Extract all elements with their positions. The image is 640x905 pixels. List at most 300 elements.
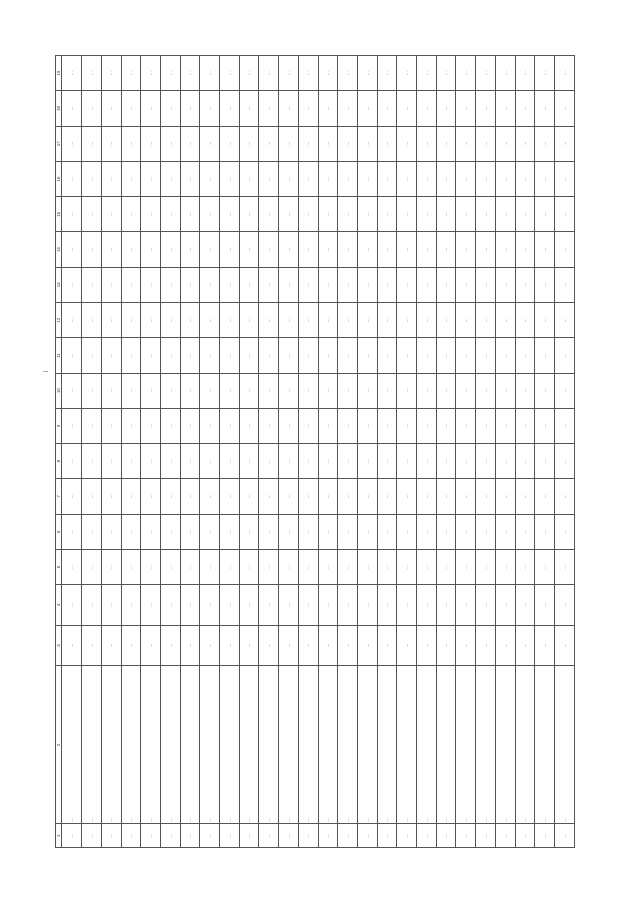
table-cell: … <box>180 126 200 161</box>
table-row <box>279 56 299 848</box>
table-cell: … <box>141 267 161 302</box>
table-cell: … <box>121 232 141 267</box>
table-cell: … <box>515 56 535 91</box>
table-cell: … <box>318 232 338 267</box>
table-cell: … <box>180 302 200 337</box>
table-cell: … <box>357 549 377 584</box>
table-row <box>554 56 574 848</box>
table-cell: … <box>62 479 82 514</box>
table-cell: … <box>160 126 180 161</box>
table-cell: … <box>279 91 299 126</box>
table-cell: … <box>239 338 259 373</box>
table-cell: … <box>220 232 240 267</box>
table-cell: … <box>515 126 535 161</box>
table-cell: … <box>554 56 574 91</box>
table-cell: … <box>495 126 515 161</box>
table-cell: … <box>180 479 200 514</box>
table-cell: … <box>62 197 82 232</box>
table-cell: … <box>279 373 299 408</box>
table-cell: … <box>220 373 240 408</box>
table-cell: … <box>279 549 299 584</box>
table-cell: … <box>259 267 279 302</box>
row-description: … <box>180 666 200 824</box>
table-cell: … <box>495 625 515 666</box>
table-cell: … <box>515 408 535 443</box>
table-cell: … <box>200 514 220 549</box>
table-cell: … <box>101 56 121 91</box>
table-cell: … <box>180 549 200 584</box>
table-cell: … <box>160 514 180 549</box>
table-cell: … <box>62 373 82 408</box>
table-cell: … <box>338 126 358 161</box>
table-cell: … <box>220 625 240 666</box>
table-cell: … <box>298 232 318 267</box>
column-header: 12 <box>56 302 62 337</box>
table-cell: … <box>417 373 437 408</box>
table-cell: … <box>495 302 515 337</box>
table-cell: … <box>180 232 200 267</box>
table-cell: … <box>160 267 180 302</box>
table-cell: … <box>476 302 496 337</box>
table-cell: … <box>141 161 161 196</box>
table-cell: … <box>554 585 574 626</box>
table-cell: … <box>259 126 279 161</box>
table-cell: … <box>535 373 555 408</box>
table-cell: … <box>160 408 180 443</box>
row-index: … <box>220 824 240 848</box>
table-cell: … <box>535 302 555 337</box>
table-cell: … <box>515 338 535 373</box>
table-cell: … <box>298 549 318 584</box>
column-header: 19 <box>56 56 62 91</box>
table-cell: … <box>200 56 220 91</box>
table-cell: … <box>121 161 141 196</box>
table-cell: … <box>377 232 397 267</box>
table-cell: … <box>357 625 377 666</box>
table-cell: … <box>200 232 220 267</box>
table-cell: … <box>436 302 456 337</box>
table-cell: … <box>200 479 220 514</box>
row-description: … <box>101 666 121 824</box>
table-cell: … <box>456 585 476 626</box>
table-cell: … <box>535 338 555 373</box>
table-cell: … <box>338 625 358 666</box>
table-cell: … <box>495 444 515 479</box>
table-cell: … <box>554 161 574 196</box>
table-cell: … <box>377 549 397 584</box>
row-index: … <box>515 824 535 848</box>
table-cell: … <box>220 514 240 549</box>
column-header: 9 <box>56 408 62 443</box>
table-cell: … <box>535 625 555 666</box>
table-cell: … <box>515 444 535 479</box>
table-cell: … <box>121 585 141 626</box>
table-cell: … <box>279 408 299 443</box>
table-cell: … <box>515 267 535 302</box>
table-cell: … <box>436 625 456 666</box>
table-cell: … <box>239 625 259 666</box>
table-cell: … <box>180 197 200 232</box>
table-cell: … <box>180 408 200 443</box>
table-cell: … <box>160 232 180 267</box>
row-description: … <box>318 666 338 824</box>
table-cell: … <box>239 302 259 337</box>
table-cell: … <box>535 161 555 196</box>
table-cell: … <box>279 625 299 666</box>
table-cell: … <box>436 91 456 126</box>
row-description: … <box>495 666 515 824</box>
table-cell: … <box>318 126 338 161</box>
table-cell: … <box>259 197 279 232</box>
table-cell: … <box>200 126 220 161</box>
row-index: … <box>82 824 102 848</box>
row-index: … <box>200 824 220 848</box>
row-index: … <box>535 824 555 848</box>
table-cell: … <box>495 91 515 126</box>
table-cell: … <box>417 585 437 626</box>
table-cell: … <box>554 267 574 302</box>
row-index: … <box>160 824 180 848</box>
table-cell: … <box>239 479 259 514</box>
row-description: … <box>259 666 279 824</box>
table-cell: … <box>495 232 515 267</box>
table-cell: … <box>82 549 102 584</box>
table-cell: … <box>456 373 476 408</box>
table-cell: … <box>298 197 318 232</box>
table-cell: … <box>377 444 397 479</box>
table-cell: … <box>121 479 141 514</box>
table-cell: … <box>318 197 338 232</box>
table-cell: … <box>554 514 574 549</box>
table-cell: … <box>377 197 397 232</box>
table-cell: … <box>338 585 358 626</box>
table-cell: … <box>101 549 121 584</box>
table-cell: … <box>200 408 220 443</box>
table-cell: … <box>495 373 515 408</box>
table-cell: … <box>141 585 161 626</box>
table-cell: … <box>259 373 279 408</box>
table-cell: … <box>495 479 515 514</box>
table-cell: … <box>476 373 496 408</box>
table-cell: … <box>121 444 141 479</box>
table-row <box>298 56 318 848</box>
table-cell: … <box>220 197 240 232</box>
table-cell: … <box>456 56 476 91</box>
table-cell: … <box>239 514 259 549</box>
table-cell: … <box>535 232 555 267</box>
table-cell: … <box>495 585 515 626</box>
table-cell: … <box>476 625 496 666</box>
table-cell: … <box>141 625 161 666</box>
column-header: 13 <box>56 267 62 302</box>
row-description: … <box>298 666 318 824</box>
table-cell: … <box>456 408 476 443</box>
table-cell: … <box>377 267 397 302</box>
table-cell: … <box>121 267 141 302</box>
table-cell: … <box>338 302 358 337</box>
table-cell: … <box>298 479 318 514</box>
row-index: … <box>101 824 121 848</box>
table-cell: … <box>259 161 279 196</box>
table-cell: … <box>82 267 102 302</box>
table-cell: … <box>180 267 200 302</box>
row-description: … <box>160 666 180 824</box>
table-cell: … <box>101 338 121 373</box>
row-index: … <box>357 824 377 848</box>
table-cell: … <box>220 549 240 584</box>
table-cell: … <box>298 126 318 161</box>
table-cell: … <box>515 197 535 232</box>
row-index: … <box>476 824 496 848</box>
table-cell: … <box>101 161 121 196</box>
table-cell: … <box>259 549 279 584</box>
table-cell: … <box>476 197 496 232</box>
table-cell: … <box>160 338 180 373</box>
table-body <box>62 56 575 848</box>
table-cell: … <box>554 302 574 337</box>
column-header: 16 <box>56 161 62 196</box>
table-cell: … <box>436 549 456 584</box>
table-cell: … <box>338 161 358 196</box>
table-cell: … <box>160 161 180 196</box>
table-cell: … <box>535 514 555 549</box>
table-cell: … <box>515 585 535 626</box>
table-cell: … <box>397 91 417 126</box>
table-cell: … <box>101 444 121 479</box>
table-cell: … <box>495 514 515 549</box>
table-cell: … <box>279 585 299 626</box>
table-cell: … <box>239 549 259 584</box>
table-cell: … <box>141 549 161 584</box>
table-row <box>535 56 555 848</box>
table-cell: … <box>121 338 141 373</box>
table-cell: … <box>417 126 437 161</box>
table-cell: … <box>141 479 161 514</box>
table-cell: … <box>101 302 121 337</box>
column-header: 7 <box>56 479 62 514</box>
column-header: 8 <box>56 444 62 479</box>
table-cell: … <box>121 126 141 161</box>
table-cell: … <box>357 585 377 626</box>
table-cell: … <box>357 267 377 302</box>
row-description: … <box>82 666 102 824</box>
table-cell: … <box>279 56 299 91</box>
table-cell: … <box>357 444 377 479</box>
row-index: … <box>495 824 515 848</box>
table-cell: … <box>121 549 141 584</box>
column-header: 14 <box>56 232 62 267</box>
table-cell: … <box>417 91 437 126</box>
table-cell: … <box>318 585 338 626</box>
table-cell: … <box>200 625 220 666</box>
table-cell: … <box>298 338 318 373</box>
table-cell: … <box>62 302 82 337</box>
table-row <box>318 56 338 848</box>
table-cell: … <box>554 444 574 479</box>
table-cell: … <box>476 56 496 91</box>
table-cell: … <box>200 302 220 337</box>
table-cell: … <box>554 197 574 232</box>
table-cell: … <box>436 126 456 161</box>
table-cell: … <box>180 161 200 196</box>
table-cell: … <box>535 267 555 302</box>
table-cell: … <box>279 267 299 302</box>
table-cell: … <box>62 161 82 196</box>
row-description: … <box>200 666 220 824</box>
table-cell: … <box>318 56 338 91</box>
table-cell: … <box>417 444 437 479</box>
table-cell: … <box>180 625 200 666</box>
table-cell: … <box>180 91 200 126</box>
table-cell: … <box>476 91 496 126</box>
table-cell: … <box>535 408 555 443</box>
table-cell: … <box>220 302 240 337</box>
table-cell: … <box>279 197 299 232</box>
table-cell: … <box>554 338 574 373</box>
table-cell: … <box>436 444 456 479</box>
row-description: … <box>279 666 299 824</box>
table-cell: … <box>515 161 535 196</box>
table-cell: … <box>397 514 417 549</box>
row-index: … <box>318 824 338 848</box>
table-cell: … <box>121 56 141 91</box>
table-cell: … <box>220 338 240 373</box>
table-cell: … <box>200 444 220 479</box>
row-description: … <box>456 666 476 824</box>
table-cell: … <box>121 302 141 337</box>
table-cell: … <box>101 585 121 626</box>
table-row <box>220 56 240 848</box>
table-cell: … <box>495 408 515 443</box>
table-cell: … <box>259 514 279 549</box>
table-cell: … <box>121 91 141 126</box>
table-cell: … <box>220 585 240 626</box>
column-header: 3 <box>56 625 62 666</box>
table-cell: … <box>357 91 377 126</box>
table-row <box>101 56 121 848</box>
table-cell: … <box>298 373 318 408</box>
table-cell: … <box>456 126 476 161</box>
table-cell: … <box>476 338 496 373</box>
table-cell: … <box>535 549 555 584</box>
table-cell: … <box>259 338 279 373</box>
table-cell: … <box>515 302 535 337</box>
table-cell: … <box>357 197 377 232</box>
table-cell: … <box>318 373 338 408</box>
table-cell: … <box>82 161 102 196</box>
table-cell: … <box>338 444 358 479</box>
table-cell: … <box>298 585 318 626</box>
rotated-table-container <box>55 55 575 848</box>
table-cell: … <box>535 91 555 126</box>
table-cell: … <box>456 197 476 232</box>
table-cell: … <box>476 267 496 302</box>
table-cell: … <box>357 232 377 267</box>
table-cell: … <box>200 267 220 302</box>
table-cell: … <box>377 585 397 626</box>
table-cell: … <box>495 197 515 232</box>
table-cell: … <box>239 444 259 479</box>
table-cell: … <box>476 585 496 626</box>
table-cell: … <box>220 91 240 126</box>
table-row <box>515 56 535 848</box>
table-cell: … <box>495 56 515 91</box>
table-cell: … <box>239 408 259 443</box>
table-cell: … <box>101 625 121 666</box>
table-cell: … <box>101 197 121 232</box>
table-row <box>397 56 417 848</box>
table-cell: … <box>397 479 417 514</box>
table-cell: … <box>554 549 574 584</box>
table-cell: … <box>417 232 437 267</box>
table-cell: … <box>160 197 180 232</box>
table-row <box>476 56 496 848</box>
table-cell: … <box>62 408 82 443</box>
table-cell: … <box>357 408 377 443</box>
table-row <box>180 56 200 848</box>
table-cell: … <box>62 514 82 549</box>
table-row <box>160 56 180 848</box>
row-index: … <box>259 824 279 848</box>
table-cell: … <box>200 161 220 196</box>
table-cell: … <box>318 625 338 666</box>
table-cell: … <box>377 126 397 161</box>
row-description: … <box>121 666 141 824</box>
table-row <box>495 56 515 848</box>
table-cell: … <box>338 197 358 232</box>
column-header: 10 <box>56 373 62 408</box>
scan-mark <box>43 371 48 372</box>
table-cell: … <box>239 91 259 126</box>
table-cell: … <box>417 479 437 514</box>
table-cell: … <box>357 373 377 408</box>
table-cell: … <box>239 585 259 626</box>
table-cell: … <box>279 232 299 267</box>
table-cell: … <box>535 585 555 626</box>
table-cell: … <box>279 444 299 479</box>
table-cell: … <box>121 514 141 549</box>
table-cell: … <box>554 91 574 126</box>
table-cell: … <box>259 408 279 443</box>
table-cell: … <box>220 267 240 302</box>
row-description: … <box>554 666 574 824</box>
table-cell: … <box>62 56 82 91</box>
table-cell: … <box>338 514 358 549</box>
table-cell: … <box>160 302 180 337</box>
row-index: … <box>62 824 82 848</box>
table-cell: … <box>259 232 279 267</box>
column-header: 1 <box>56 824 62 848</box>
table-cell: … <box>259 91 279 126</box>
table-cell: … <box>318 514 338 549</box>
table-cell: … <box>397 338 417 373</box>
table-cell: … <box>456 625 476 666</box>
table-cell: … <box>62 585 82 626</box>
table-cell: … <box>456 161 476 196</box>
table-cell: … <box>298 625 318 666</box>
table-cell: … <box>436 267 456 302</box>
table-cell: … <box>397 302 417 337</box>
table-cell: … <box>298 91 318 126</box>
table-cell: … <box>417 197 437 232</box>
table-cell: … <box>180 373 200 408</box>
table-cell: … <box>101 91 121 126</box>
table-cell: … <box>338 549 358 584</box>
table-cell: … <box>338 232 358 267</box>
table-cell: … <box>318 549 338 584</box>
table-cell: … <box>357 56 377 91</box>
table-cell: … <box>436 585 456 626</box>
